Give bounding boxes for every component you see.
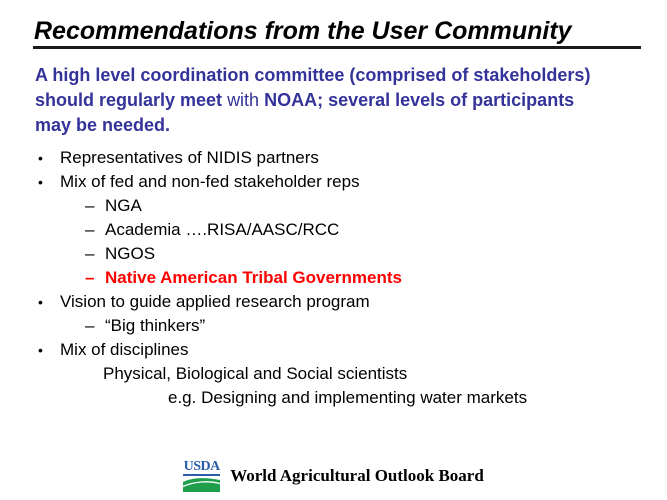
slide-title: Recommendations from the User Community (34, 17, 572, 45)
subtitle-line-2-with: with (227, 90, 260, 110)
bullet-icon: • (38, 294, 43, 310)
list-item-academia (35, 218, 650, 242)
subtitle-line-1: A high level coordination committee (comprised of stakeholders) (35, 65, 591, 85)
list-item-tribal-governments (35, 266, 650, 290)
subtitle (35, 63, 635, 138)
list-item-text: Representatives of NIDIS partners (60, 148, 319, 167)
list-item-text: e.g. Designing and implementing water markets (168, 388, 528, 407)
bullet-icon: • (38, 150, 43, 166)
usda-logo (183, 460, 220, 492)
list-item-text: Academia ….RISA/AASC/RCC (105, 220, 340, 239)
title-underline (33, 46, 641, 49)
list-item-text: “Big thinkers” (105, 316, 206, 335)
usda-swoosh-icon (183, 477, 220, 492)
list-item-text: NGOS (105, 244, 156, 263)
list-item-text: Native American Tribal Governments (105, 268, 402, 287)
footer-org-name: World Agricultural Outlook Board (230, 466, 484, 485)
subtitle-line-2-post: NOAA; several levels of participants (259, 90, 575, 110)
dash-icon: – (85, 268, 95, 287)
subtitle-line-2-pre: should regularly meet (35, 90, 228, 110)
usda-logo-text: USDA (183, 459, 220, 474)
list-item-text: Vision to guide applied research program (60, 292, 370, 311)
dash-icon: – (85, 316, 95, 335)
subtitle-line-2 (35, 88, 635, 113)
bullet-icon: • (38, 174, 43, 190)
bullet-list (35, 146, 650, 410)
list-item-scientists (35, 362, 650, 386)
list-item-nga (35, 194, 650, 218)
list-item-big-thinkers (35, 314, 650, 338)
list-item-text: NGA (105, 196, 142, 215)
dash-icon: – (85, 244, 95, 263)
list-item-mix-stakeholders (35, 170, 650, 194)
list-item-water-markets (35, 386, 650, 410)
list-item-mix-disciplines (35, 338, 650, 362)
list-item-vision (35, 290, 650, 314)
list-item-ngos (35, 242, 650, 266)
dash-icon: – (85, 220, 95, 239)
list-item-text: Mix of disciplines (60, 340, 189, 359)
footer (0, 459, 667, 493)
subtitle-line-3: may be needed. (35, 115, 171, 135)
list-item-representatives (35, 146, 650, 170)
list-item-text: Mix of fed and non-fed stakeholder reps (60, 172, 360, 191)
bullet-icon: • (38, 342, 43, 358)
list-item-text: Physical, Biological and Social scientists (103, 364, 408, 383)
dash-icon: – (85, 196, 95, 215)
